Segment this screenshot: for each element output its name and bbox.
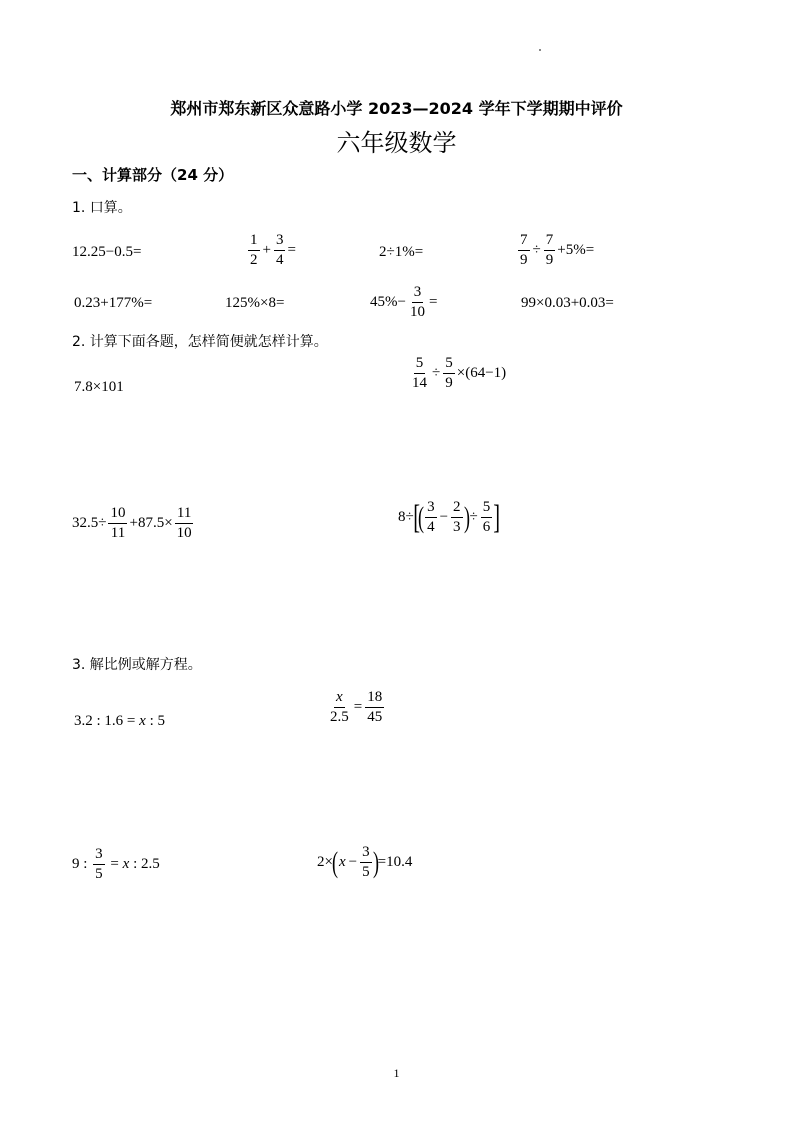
fraction: $\frac{5}{14}$ xyxy=(412,355,427,391)
q3-item-4: 2× ( x − $\frac{3}{5}$ ) =10.4 xyxy=(317,844,413,880)
q2-item-1: 7.8×101 xyxy=(74,379,124,395)
fraction: $\frac{x}{2.5}$ xyxy=(330,689,349,725)
q2-item-2: $\frac{5}{14}$ ÷ $\frac{5}{9}$ ×(64−1) xyxy=(412,355,507,391)
fraction: $\frac{3}{5}$ xyxy=(362,844,370,880)
q1-item-1: 12.25−0.5= xyxy=(72,244,142,260)
left-paren: ( xyxy=(331,845,338,879)
stray-dot xyxy=(539,49,541,51)
right-paren: ) xyxy=(463,500,470,534)
fraction: $\frac{10}{11}$ xyxy=(110,505,126,541)
q3-label: 3. 解比例或解方程。 xyxy=(72,657,202,673)
fraction: $\frac{5}{9}$ xyxy=(445,355,453,391)
fraction: $\frac{3}{5}$ xyxy=(95,846,103,882)
q1-item-7: 45%− $\frac{3}{10}$ = xyxy=(370,284,438,320)
q1-item-5: 0.23+177%= xyxy=(74,295,153,311)
q3-item-2: $\frac{x}{2.5}$ = $\frac{18}{45}$ xyxy=(330,689,383,725)
fraction: $\frac{1}{2}$ xyxy=(250,232,258,268)
left-paren: ( xyxy=(418,500,425,534)
exam-title: 郑州市郑东新区众意路小学 2023—2024 学年下学期期中评价 xyxy=(170,99,623,118)
fraction: $\frac{3}{4}$ xyxy=(275,232,284,268)
fraction: $\frac{5}{6}$ xyxy=(482,499,491,535)
q1-label: 1. 口算。 xyxy=(72,200,132,216)
right-bracket: ] xyxy=(493,498,501,536)
q1-item-6: 125%×8= xyxy=(225,295,285,311)
q3-item-3: 9 : $\frac{3}{5}$ = x : 2.5 xyxy=(72,846,160,882)
fraction: $\frac{3}{10}$ xyxy=(409,284,425,320)
right-paren: ) xyxy=(372,845,379,879)
q1-item-4: $\frac{7}{9}$ ÷ $\frac{7}{9}$ +5%= xyxy=(520,232,595,268)
q1-item-3: 2÷1%= xyxy=(379,244,424,260)
left-bracket: [ xyxy=(413,498,420,536)
fraction: $\frac{11}{10}$ xyxy=(176,505,192,541)
q3-item-1: 3.2 : 1.6 = x : 5 xyxy=(74,713,165,729)
q2-item-4: 8÷ [ ( $\frac{3}{4}$ − $\frac{2}{3}$ ) ÷ $\frac{5}{6}$ ] xyxy=(398,498,501,536)
fraction: $\frac{18}{45}$ xyxy=(367,689,383,725)
q2-item-3: 32.5÷ $\frac{10}{11}$ +87.5× $\frac{11}{10}$ xyxy=(72,505,192,541)
q2-label: 2. 计算下面各题，怎样简便就怎样计算。 xyxy=(72,334,328,350)
fraction: $\frac{7}{9}$ xyxy=(545,232,554,268)
q1-item-2: $\frac{1}{2}$ + $\frac{3}{4}$ = xyxy=(250,232,296,268)
section-heading: 一、计算部分（24 分） xyxy=(72,166,234,184)
fraction: $\frac{3}{4}$ xyxy=(427,499,435,535)
fraction: $\frac{2}{3}$ xyxy=(453,499,461,535)
exam-subject: 六年级数学 xyxy=(336,129,457,157)
fraction: $\frac{7}{9}$ xyxy=(520,232,528,268)
page-number: 1 xyxy=(393,1066,400,1080)
q1-item-8: 99×0.03+0.03= xyxy=(521,295,614,311)
